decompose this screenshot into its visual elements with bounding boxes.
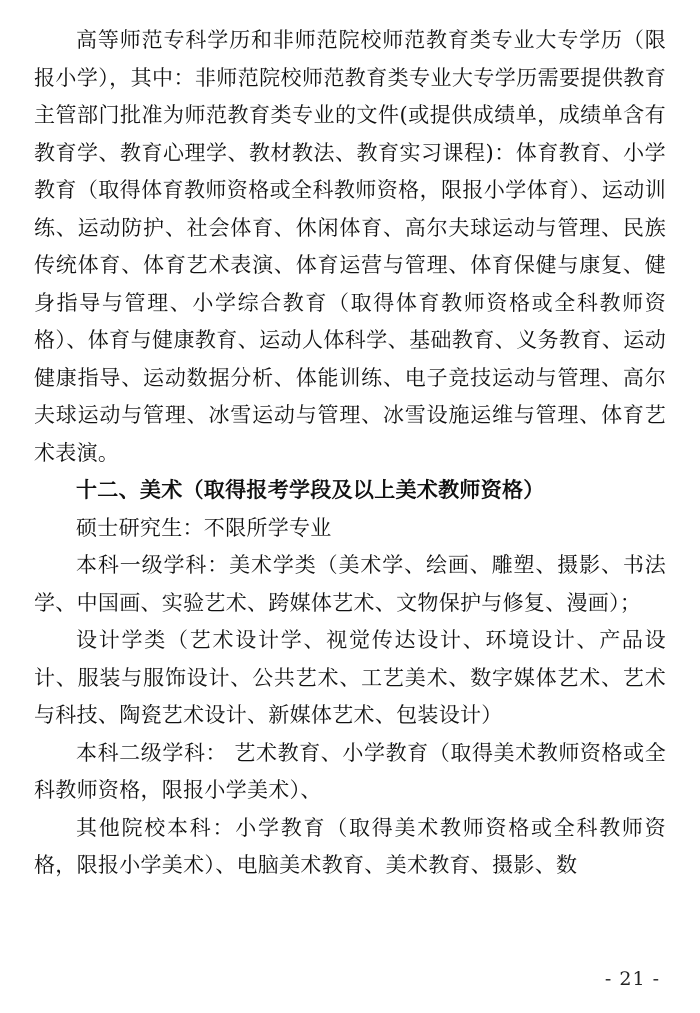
body-paragraph-other-colleges: 其他院校本科：小学教育（取得美术教师资格或全科教师资格，限报小学美术）、电脑美术教育、美术教育、摄影、数 bbox=[34, 815, 666, 877]
body-paragraph-first-level-discipline: 本科一级学科：美术学类（美术学、绘画、雕塑、摄影、书法学、中国画、实验艺术、跨媒体艺术、文物保护与修复、漫画）； bbox=[34, 553, 666, 615]
document-page bbox=[34, 22, 666, 885]
body-paragraph-second-level-discipline: 本科二级学科： 艺术教育、小学教育（取得美术教师资格或全科教师资格，限报小学美术）、 bbox=[34, 740, 666, 802]
page-number: - 21 - bbox=[604, 968, 660, 990]
body-paragraph-pe-majors: 高等师范专科学历和非师范院校师范教育类专业大专学历（限报小学），其中：非师范院校师范教育类专业大专学历需要提供教育主管部门批准为师范教育类专业的文件(或提供成绩单，成绩单含有教育学、教育心理学、教材教法、教育实习课程)：体育教育、小学教育（取得体育教师资格或全科教师资格，限报小学体育）、运动训练、运动防护、社会体育、休闲体育、高尔夫球运动与管理、民族传统体育、体育艺术表演、体育运营与管理、体育保健与康复、健身指导与管理、小学综合教育（取得体育教师资格或全科教师资格）、体育与健康教育、运动人体科学、基础教育、义务教育、运动健康指导、运动数据分析、体能训练、电子竞技运动与管理、高尔夫球运动与管理、冰雪运动与管理、冰雪设施运维与管理、体育艺术表演。 bbox=[34, 28, 666, 465]
body-paragraph-design-discipline: 设计学类（艺术设计学、视觉传达设计、环境设计、产品设计、服装与服饰设计、公共艺术、工艺美术、数字媒体艺术、艺术与科技、陶瓷艺术设计、新媒体艺术、包装设计） bbox=[34, 628, 666, 727]
body-paragraph-graduate: 硕士研究生：不限所学专业 bbox=[76, 515, 332, 540]
section-heading-fine-arts: 十二、美术（取得报考学段及以上美术教师资格） bbox=[76, 478, 545, 502]
